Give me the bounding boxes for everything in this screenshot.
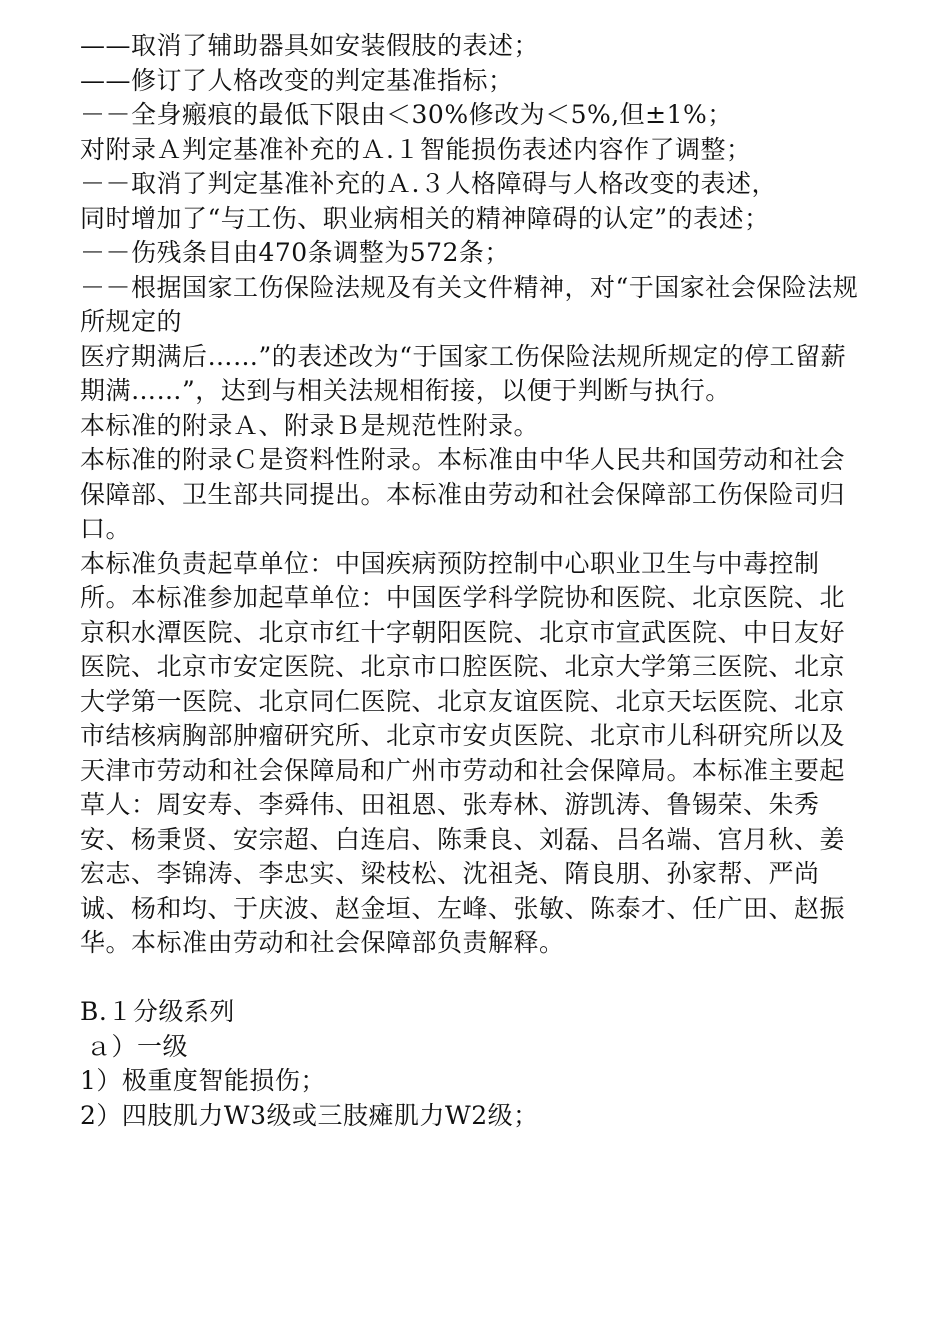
- list-item-2: 2）四肢肌力W3级或三肢瘫肌力W2级；: [80, 1100, 539, 1130]
- paragraph-2: ——修订了人格改变的判定基准指标；: [80, 65, 514, 95]
- list-item-1: 1）极重度智能损伤；: [80, 1066, 326, 1095]
- paragraph-6: 同时增加了“与工伤、职业病相关的精神障碍的认定”的表述；: [80, 203, 770, 233]
- paragraph-8: －－根据国家工伤保险法规及有关文件精神，对“于国家社会保险法规所规定的: [80, 272, 859, 336]
- paragraph-9: 医疗期满后……”的表述改为“于国家工伤保险法规所规定的停工留薪期满……”，达到与相关法规相衔接，以便于判断与执行。: [80, 341, 847, 405]
- paragraph-12: 本标准负责起草单位：中国疾病预防控制中心职业卫生与中毒控制所。本标准参加起草单位：中国医学科学院协和医院、北京医院、北京积水潭医院、北京市红十字朝阳医院、北京市宣武医院、中日友好医院、北京市安定医院、北京市口腔医院、北京大学第三医院、北京大学第一医院、北京同仁医院、北京友谊医院、北京天坛医院、北京市结核病胸部肿瘤研究所、北京市安贞医院、北京市儿科研究所以及天津市劳动和社会保障局和广州市劳动和社会保障局。本标准主要起草人：周安寿、李舜伟、田祖恩、张寿林、游凯涛、鲁锡荣、朱秀安、杨秉贤、安宗超、白连启、陈秉良、刘磊、吕名端、宫月秋、姜宏志、李锦涛、李忠实、梁枝松、沈祖尧、隋良朋、孙家帮、严尚诚、杨和均、于庆波、赵金垣、左峰、张敏、陈泰才、任广田、赵振华。本标准由劳动和社会保障部负责解释。: [80, 548, 846, 957]
- section-heading: B.１分级系列: [80, 997, 235, 1026]
- paragraph-1: ——取消了辅助器具如安装假肢的表述；: [80, 31, 540, 60]
- paragraph-11: 本标准的附录Ｃ是资料性附录。本标准由中华人民共和国劳动和社会保障部、卫生部共同提出。本标准由劳动和社会保障部工伤保险司归口。: [80, 445, 846, 543]
- paragraph-4: 对附录Ａ判定基准补充的Ａ.１智能损伤表述内容作了调整；: [80, 134, 752, 164]
- paragraph-3: －－全身瘢痕的最低下限由＜30%修改为＜5%,但±1%；: [80, 100, 733, 129]
- document-body: [80, 29, 870, 1133]
- blank-line: [80, 961, 870, 996]
- paragraph-10: 本标准的附录Ａ、附录Ｂ是规范性附录。: [80, 410, 540, 440]
- paragraph-5: －－取消了判定基准补充的Ａ.３人格障碍与人格改变的表述，: [80, 169, 777, 198]
- section-level: ａ）一级: [86, 1031, 189, 1061]
- paragraph-7: －－伤残条目由470条调整为572条；: [80, 238, 510, 267]
